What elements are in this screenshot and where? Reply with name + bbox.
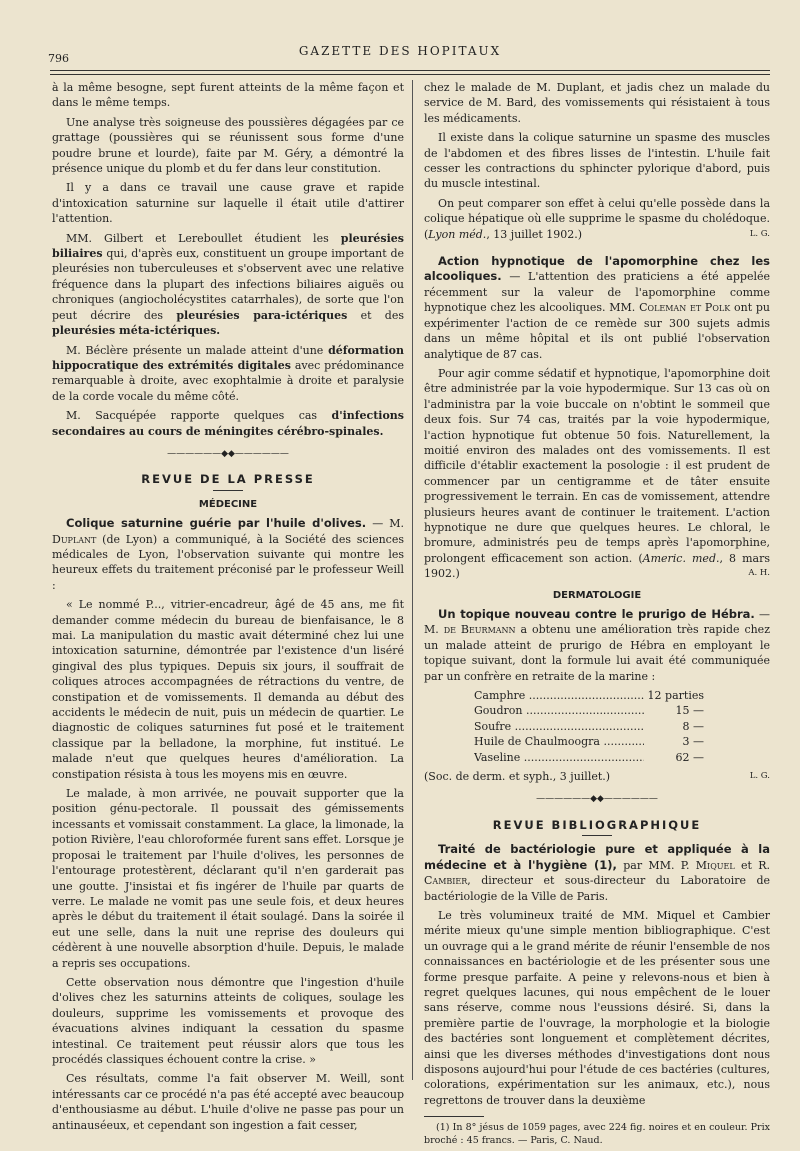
ingredient-qty: 12 parties <box>647 689 704 703</box>
author-name: de Beurmann <box>443 623 516 637</box>
article-lead <box>424 607 770 684</box>
header-rule <box>50 70 770 71</box>
paragraph <box>52 343 404 405</box>
short-rule <box>213 490 243 491</box>
section-heading: REVUE BIBLIOGRAPHIQUE <box>492 817 702 832</box>
ingredient-name: Vaseline ..... <box>474 750 644 765</box>
paragraph: Le malade, à mon arrivée, ne pouvait supporter que la position génu-pectorale. Il poussait des gémissements incessants et vomissait constamment. La glace, la limonade, la potion Rivière, l'eau chloroformée furent sans effet. Lorsque je proposai le traitement par l'huile d'olives, les personnes de l'entourage protestèrent, déclarant qu'il n'en garderait pas une goutte. J'insistai et fis ingérer de l'huile par quarts de verre. Le malade ne vomit pas une seule fois, et deux heures après le début du traitement il était soulagé. Dans la soirée il eut une selle, dans la nuit une reprise des douleurs qui cédèrent à une nouvelle absorption d'huile. Depuis, le malade a repris ses occupations. <box>52 787 404 970</box>
ingredient-qty: 8 — <box>682 719 704 733</box>
emphasis: pleurésies biliaires <box>52 231 404 261</box>
recipe-row <box>474 719 704 734</box>
text: par MM. P. <box>623 858 690 872</box>
page-number: 796 <box>48 52 69 65</box>
paragraph <box>424 366 770 582</box>
recipe-row <box>474 703 704 718</box>
right-column <box>424 80 770 1151</box>
citation: Lyon méd. <box>428 227 487 241</box>
author-name: Duplant <box>52 532 97 546</box>
footnote: (1) In 8° jésus de 1059 pages, avec 224 fig. noires et en couleur. Prix broché : 45 francs. — Paris, C. Naud. <box>424 1122 770 1147</box>
section-heading: REVUE DE LA PRESSE <box>141 472 315 487</box>
ingredient-qty: 62 — <box>675 750 704 764</box>
signature: L. G. <box>749 228 770 239</box>
text: Pour agir comme sédatif et hypnotique, l'apomorphine doit être administrée par la voie hypodermique. Sur 13 cas où on l'administra par la voie buccale on n'obtint le sommeil que deux fois. Sur 74 cas, traités par la voie hypodermique, l'action hypnotique fut obtenue 50 fois. Naturellement, la moitié environ des malades ont des vomissements. Il est difficile d'établir exactement la posologie : il est prudent de commencer par un centigramme et de tâter ensuite progressivement le terrain. En cas de vomissement, attendre plusieurs heures avant de continuer le traitement. L'action hypnotique ne dure que quelques heures. Le chloral, le bromure, administrés peu de temps après l'apomorphine, prolongent efficacement son action. ( <box>424 366 770 565</box>
author-name: Cambier <box>424 874 468 888</box>
article-title: Traité de bactériologie pure et appliquée à la médecine et à l'hygiène (1), <box>424 842 770 872</box>
article-lead <box>424 842 770 904</box>
text: ont pu expérimenter l'action de ce remède sur 300 sujets admis dans un même hôpital et ils ont publié l'observation analytique de 87 cas. <box>424 301 771 361</box>
ornament: ——————◆◆—————— <box>536 794 658 805</box>
ingredient-qty: 15 — <box>675 704 704 718</box>
paragraph <box>52 408 404 439</box>
paragraph: à la même besogne, sept furent atteints de la même façon et dans le même temps. <box>52 81 404 110</box>
emphasis: déformation hippocratique des extrémités digitales <box>52 343 404 372</box>
paragraph: Il y a dans ce travail une cause grave et rapide d'intoxication saturnine sur laquelle il était utile d'attirer l'attention. <box>52 181 404 226</box>
text: , directeur et sous-directeur du Laboratoire de bactériologie de la Ville de Paris. <box>424 874 770 903</box>
recipe-list <box>474 688 704 765</box>
text: , 13 juillet 1902.) <box>486 227 583 241</box>
text: (de Lyon) a communiqué, à la Société des sciences médicales de Lyon, l'observation suivante qui montre les heureux effets du traitement préconisé par le professeur Weill : <box>52 532 404 592</box>
article-lead <box>52 516 404 593</box>
paragraph: « Le nommé P..., vitrier-encadreur, âgé de 45 ans, me fit demander comme médecin du bureau de bienfaisance, le 8 mai. La manipulation du mastic avait déterminé chez lui une intoxication saturnine, démontrée par l'existence d'un liséré gingival des plus typiques. Depuis six jours, il souffrait de coliques atroces accompagnées de rétractions du ventre, de constipation et de vomissements. Il demanda au début des accidents le médecin de nuit, puis un médecin de quartier. Le diagnostic de coliques saturnines fut posé et le traitement classique par la belladone, la morphine, fut institué. Le malade n'eut que quelques heures d'amélioration. La constipation résista à tous les moyens mis en œuvre. <box>52 598 404 781</box>
paragraph: chez le malade de M. Duplant, et jadis chez un malade du service de M. Bard, des vomissements qui résistaient à tous les médicaments. <box>424 81 770 125</box>
text: qui, d'après eux, constituent un groupe important de pleurésies non tuberculeuses et s'observent avec une relative fréquence dans la plupart des infections biliaires aiguës ou chroniques (angiocholécystites catarrhales), de sorte que l'on peut décrire des <box>52 247 404 322</box>
ingredient-qty: 3 — <box>682 735 704 749</box>
paragraph: Une analyse très soigneuse des poussières dégagées par ce grattage (poussières qui se réunissent sous forme d'une poudre brune et lourde), faite par M. Géry, a démontré la présence unique du plomb et du fer dans leur constitution. <box>52 115 404 176</box>
article-title: Action hypnotique de l'apomorphine chez les alcooliques. <box>424 254 770 284</box>
ingredient-name: Huile de Chaulmoogra ..... <box>474 734 644 749</box>
text: a obtenu une amélioration très rapide chez un malade atteint de prurigo de Hébra en employant le topique suivant, dont la formule lui avait été communiquée par un confrère en retraite de la marine : <box>424 623 770 683</box>
paragraph: Ces résultats, comme l'a fait observer M. Weill, sont intéressants car ce procédé n'a pas été accepté avec beaucoup d'enthousiasme au début. L'huile d'olive ne passe pas pour un antinauséeux, et cependant son ingestion a fait cesser, <box>52 1072 404 1132</box>
citation: Americ. med. <box>642 551 720 565</box>
ingredient-name: Soufre ..... <box>474 719 644 734</box>
journal-title: GAZETTE DES HOPITAUX <box>298 44 502 58</box>
ornament: ——————◆◆—————— <box>167 448 289 459</box>
text: — M. <box>424 608 770 637</box>
author-name: Coleman et Polk <box>639 301 731 315</box>
ingredient-name: Camphre ..... <box>474 688 644 703</box>
recipe-row <box>474 688 704 703</box>
emphasis: pleurésies para-ictériques <box>176 308 348 322</box>
short-rule <box>582 835 612 836</box>
subsection-heading: DERMATOLOGIE <box>552 589 642 601</box>
text: et des <box>360 308 404 322</box>
article-title: Un topique nouveau contre le prurigo de Hébra. <box>438 607 755 621</box>
recipe-row <box>474 734 704 749</box>
text: MM. Gilbert et Lereboullet étudient les <box>66 231 329 245</box>
paragraph <box>424 769 770 784</box>
article-lead <box>424 254 770 362</box>
ingredient-name: Goudron ..... <box>474 703 644 718</box>
paragraph <box>52 231 404 339</box>
emphasis: pleurésies méta-ictériques. <box>52 324 221 338</box>
paragraph <box>424 196 770 242</box>
emphasis: d'infections secondaires au cours de méningites cérébro-spinales. <box>52 409 404 438</box>
source-citation: (Soc. de derm. et syph., 3 juillet.) <box>424 770 611 784</box>
paragraph: Le très volumineux traité de MM. Miquel et Cambier mérite mieux qu'une simple mention bibliographique. C'est un ouvrage qui a le grand mérite de réunir l'ensemble de nos connaissances en bactériologie et de les présenter sous une forme presque parfaite. A peine y relevons-nous et bien à regret quelques lacunes, qui nous empêchent de le louer sans réserve, comme nous l'eussions désiré. Si, dans la première partie de l'ouvrage, la morphologie et la biologie des bactéries sont longuement et complètement décrites, ainsi que les diverses méthodes d'investigations dont nous disposons aujourd'hui pour l'étude de ces bactéries (cultures, colorations, expérimentation sur les animaux, etc.), nous regrettons de trouver dans la deuxième <box>424 908 770 1107</box>
text: M. Béclère présente un malade atteint d'une <box>66 343 324 357</box>
subsection-heading: MÉDECINE <box>198 498 258 510</box>
text: On peut comparer son effet à celui qu'elle possède dans la colique hépatique où elle supprime le spasme du cholédoque. ( <box>424 196 770 241</box>
text: — L'attention des praticiens a été appelée récemment sur la valeur de l'apomorphine comme hypnotique chez les alcooliques. MM. <box>424 270 770 315</box>
text: M. Sacquépée rapporte quelques cas <box>66 409 318 423</box>
left-column <box>52 80 404 1137</box>
author-name: Miquel <box>695 858 735 872</box>
text: et R. <box>740 858 771 872</box>
paragraph: Il existe dans la colique saturnine un spasme des muscles de l'abdomen et des fibres lisses de l'intestin. L'huile fait cesser les contractions du sphincter pylorique d'abord, puis du muscle intestinal. <box>424 131 770 191</box>
text: , 8 mars 1902.) <box>424 551 770 581</box>
text: — M. <box>372 517 404 531</box>
signature: A. H. <box>748 568 770 579</box>
article-title: Colique saturnine guérie par l'huile d'olives. <box>66 516 367 531</box>
recipe-row <box>474 750 704 765</box>
signature: L. G. <box>749 771 770 782</box>
footnote-rule <box>424 1116 484 1117</box>
header-rule-thin <box>50 74 770 75</box>
paragraph: Cette observation nous démontre que l'ingestion d'huile d'olives chez les saturnins atteints de coliques, soulage les douleurs, supprime les vomissements et provoque des évacuations alvines indiquant la cessation du spasme intestinal. Ce traitement peut réussir alors que tous les procédés classiques échouent contre la crise. » <box>52 975 404 1066</box>
text: avec prédominance remarquable à droite, avec exophtalmie à droite et paralysie de la corde vocale du même côté. <box>52 358 404 403</box>
column-divider <box>412 80 413 1080</box>
